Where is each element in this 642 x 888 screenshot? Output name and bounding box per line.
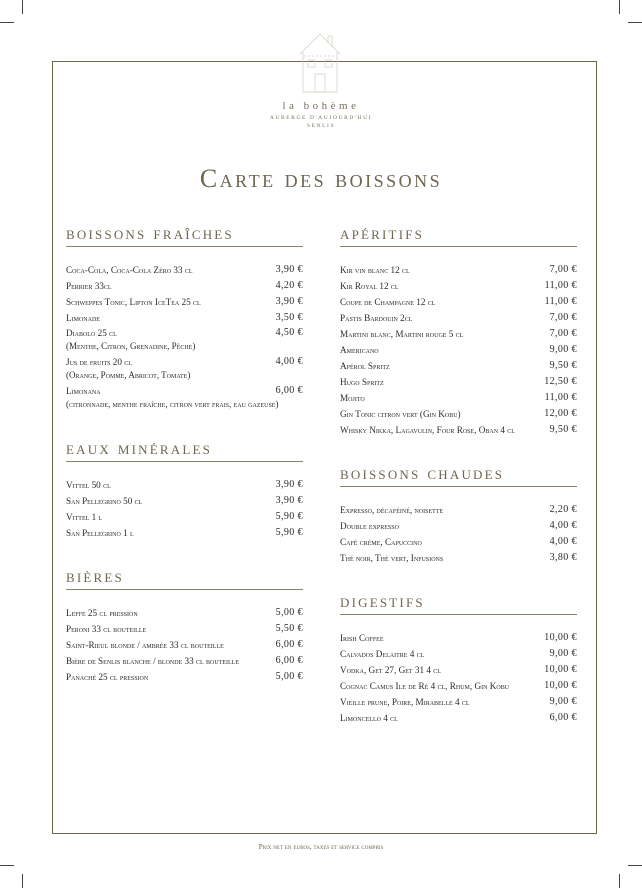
menu-item (66, 637, 303, 653)
menu-item (66, 669, 303, 685)
section-title: eaux minérales (66, 437, 303, 462)
section-boissons-chaudes (340, 462, 577, 566)
item-name: Limoncello 4 cl (340, 713, 398, 723)
menu-item-row (340, 662, 577, 678)
item-price: 7,00 € (549, 328, 577, 339)
menu-item-row (66, 355, 303, 369)
menu-item (340, 262, 577, 278)
item-note: (Orange, Pomme, Abricot, Tomate) (66, 370, 191, 380)
item-price: 9,00 € (549, 696, 577, 707)
section-title: digestifs (340, 590, 577, 615)
item-name: Coupe de Champagne 12 cl (340, 297, 436, 307)
item-name: Thé noir, Thé vert, Infusions (340, 553, 444, 563)
crop-mark (22, 0, 23, 14)
menu-item (66, 355, 303, 384)
menu-item-row (66, 621, 303, 637)
item-name: Coca-Cola, Coca-Cola Zéro 33 cl (66, 265, 193, 275)
menu-item-row (340, 678, 577, 694)
item-name: Mojito (340, 393, 365, 403)
menu-item-row (66, 477, 303, 493)
item-name: Limonade (66, 313, 100, 323)
section-aperitifs (340, 222, 577, 438)
item-list (340, 630, 577, 726)
item-price: 11,00 € (544, 392, 577, 403)
section-title: bières (66, 565, 303, 590)
item-name: Vodka, Get 27, Get 31 4 cl (340, 665, 441, 675)
item-price: 12,50 € (544, 376, 577, 387)
section-title: apéritifs (340, 222, 577, 247)
item-name: Vieille prune, Poire, Mirabelle 4 cl (340, 697, 470, 707)
item-name: Schweppes Tonic, Lipton IceTea 25 cl (66, 297, 201, 307)
menu-item-row (66, 637, 303, 653)
item-name: Apérol Spritz (340, 361, 390, 371)
menu-item (66, 493, 303, 509)
menu-item (340, 710, 577, 726)
item-price: 3,80 € (549, 552, 577, 563)
menu-item-row (66, 605, 303, 621)
crop-mark (0, 22, 14, 23)
item-name: Kir vin blanc 12 cl (340, 265, 410, 275)
item-name: Café crème, Capuccino (340, 537, 422, 547)
menu-item-row (340, 502, 577, 518)
item-price: 9,00 € (549, 648, 577, 659)
item-name: Jus de fruits 20 cl (66, 357, 132, 367)
menu-item (340, 534, 577, 550)
menu-item (340, 646, 577, 662)
item-price: 4,20 € (275, 280, 303, 291)
menu-item (340, 310, 577, 326)
section-eaux-minerales (66, 437, 303, 541)
menu-item (340, 550, 577, 566)
menu-item-row (340, 310, 577, 326)
menu-item (66, 477, 303, 493)
item-price: 3,90 € (275, 264, 303, 275)
item-list (66, 262, 303, 413)
menu-item (340, 678, 577, 694)
brand-subtitle: AUBERGE D'AUJOURD'HUI (269, 115, 373, 121)
menu-item-row (66, 653, 303, 669)
item-price: 4,00 € (549, 520, 577, 531)
menu-item-row (340, 518, 577, 534)
menu-item-row (340, 342, 577, 358)
page-title: Carte des boissons (199, 164, 443, 193)
item-price: 5,90 € (275, 527, 303, 538)
brand-city: SENLIS (306, 123, 336, 129)
menu-item-row (66, 669, 303, 685)
item-name: San Pellegrino 1 l (66, 528, 134, 538)
menu-item (66, 621, 303, 637)
item-price: 2,20 € (549, 504, 577, 515)
menu-item (340, 422, 577, 438)
house-logo-icon (290, 26, 350, 96)
menu-item-row (66, 278, 303, 294)
menu-item (340, 374, 577, 390)
item-price: 7,00 € (549, 312, 577, 323)
menu-item (66, 384, 303, 413)
menu-item (340, 502, 577, 518)
menu-item (340, 694, 577, 710)
price-note: Prix net en euros, taxes et service compris (258, 842, 384, 851)
menu-item (66, 278, 303, 294)
menu-item (66, 509, 303, 525)
crop-mark (619, 874, 620, 888)
item-name: Pastis Bardouin 2cl (340, 313, 413, 323)
menu-item (66, 294, 303, 310)
menu-item (340, 326, 577, 342)
item-price: 5,90 € (275, 511, 303, 522)
menu-item-row (340, 550, 577, 566)
item-name: Gin Tonic citron vert (Gin Kobu) (340, 409, 461, 419)
item-name: San Pellegrino 50 cl (66, 496, 143, 506)
item-price: 4,00 € (275, 356, 303, 367)
item-price: 6,00 € (549, 712, 577, 723)
brand-name: la bohème (282, 100, 360, 112)
menu-item-row (340, 646, 577, 662)
item-price: 11,00 € (544, 280, 577, 291)
item-name: Vittel 1 l (66, 512, 103, 522)
item-price: 12,00 € (544, 408, 577, 419)
menu-item (340, 278, 577, 294)
item-name: Panaché 25 cl pression (66, 672, 149, 682)
item-name: Irish Coffee (340, 633, 384, 643)
menu-item (66, 262, 303, 278)
menu-item-row (340, 390, 577, 406)
item-name: Diabolo 25 cl (66, 328, 117, 338)
menu-item (66, 525, 303, 541)
item-price: 11,00 € (544, 296, 577, 307)
item-price: 3,90 € (275, 296, 303, 307)
item-price: 4,00 € (549, 536, 577, 547)
section-bieres (66, 565, 303, 685)
item-list (340, 502, 577, 566)
item-list (66, 477, 303, 541)
menu-item (340, 630, 577, 646)
menu-item (340, 358, 577, 374)
item-price: 7,00 € (549, 264, 577, 275)
menu-item-row (66, 310, 303, 326)
item-list (66, 605, 303, 685)
item-name: Martini blanc, Martini rouge 5 cl (340, 329, 464, 339)
menu-item-row (66, 262, 303, 278)
menu-item-row (66, 509, 303, 525)
menu-item-row (340, 630, 577, 646)
item-name: Calvados Delaitre 4 cl (340, 649, 425, 659)
item-name: Limonana (66, 386, 101, 396)
item-name: Bière de Senlis blanche / blonde 33 cl bouteille (66, 656, 240, 666)
menu-item (66, 653, 303, 669)
menu-item (340, 662, 577, 678)
menu-item-row (340, 262, 577, 278)
item-price: 5,00 € (275, 607, 303, 618)
menu-item-row (66, 384, 303, 398)
item-price: 3,50 € (275, 312, 303, 323)
item-price: 6,00 € (275, 655, 303, 666)
item-price: 6,00 € (275, 385, 303, 396)
menu-item (66, 326, 303, 355)
menu-item-row (340, 374, 577, 390)
menu-item-row (340, 694, 577, 710)
menu-item-row (340, 534, 577, 550)
section-title: boissons chaudes (340, 462, 577, 487)
item-price: 9,00 € (549, 344, 577, 355)
menu-item-row (340, 422, 577, 438)
item-note: (Menthe, Citron, Grenadine, Pêche) (66, 341, 196, 351)
section-digestifs (340, 590, 577, 726)
crop-mark (22, 874, 23, 888)
menu-item-row (340, 710, 577, 726)
menu-item-row (66, 294, 303, 310)
item-name: Hugo Spritz (340, 377, 384, 387)
crop-mark (619, 0, 620, 14)
menu-item (66, 605, 303, 621)
item-name: Leffe 25 cl pression (66, 608, 138, 618)
item-name: Vittel 50 cl (66, 480, 111, 490)
item-price: 5,00 € (275, 671, 303, 682)
item-price: 10,00 € (544, 664, 577, 675)
item-name: Saint-Rieul blonde / ambrée 33 cl bouteille (66, 640, 224, 650)
item-name: Cognac Camus Ile de Ré 4 cl, Rhum, Gin Kobu (340, 681, 510, 691)
menu-item (340, 518, 577, 534)
menu-item-row (66, 525, 303, 541)
item-name: Expresso, décaféiné, noisette (340, 505, 444, 515)
item-price: 9,50 € (549, 424, 577, 435)
item-note: (citronnade, menthe fraîche, citron vert frais, eau gazeuse) (66, 399, 279, 409)
crop-mark (628, 865, 642, 866)
crop-mark (628, 22, 642, 23)
menu-item (340, 294, 577, 310)
menu-item-row (340, 406, 577, 422)
menu-item-row (340, 278, 577, 294)
section-title: boissons fraîches (66, 222, 303, 247)
menu-item (340, 390, 577, 406)
item-price: 10,00 € (544, 632, 577, 643)
item-price: 6,00 € (275, 639, 303, 650)
menu-item-row (66, 493, 303, 509)
item-name: Double expresso (340, 521, 399, 531)
item-name: Americano (340, 345, 379, 355)
menu-item-row (340, 358, 577, 374)
item-price: 10,00 € (544, 680, 577, 691)
item-price: 3,90 € (275, 495, 303, 506)
menu-item (66, 310, 303, 326)
menu-item (340, 406, 577, 422)
item-price: 4,50 € (275, 327, 303, 338)
menu-item (340, 342, 577, 358)
item-name: Kir Royal 12 cl (340, 281, 399, 291)
section-boissons-fraiches (66, 222, 303, 413)
crop-mark (0, 865, 14, 866)
menu-item-row (66, 326, 303, 340)
item-price: 3,90 € (275, 479, 303, 490)
item-price: 5,50 € (275, 623, 303, 634)
item-name: Perrier 33cl (66, 281, 112, 291)
item-list (340, 262, 577, 438)
menu-item-row (340, 294, 577, 310)
menu-item-row (340, 326, 577, 342)
item-name: Whisky Nikka, Lagavulin, Four Rose, Oban 4 cl (340, 425, 515, 435)
item-price: 9,50 € (549, 360, 577, 371)
item-name: Peroni 33 cl bouteille (66, 624, 147, 634)
